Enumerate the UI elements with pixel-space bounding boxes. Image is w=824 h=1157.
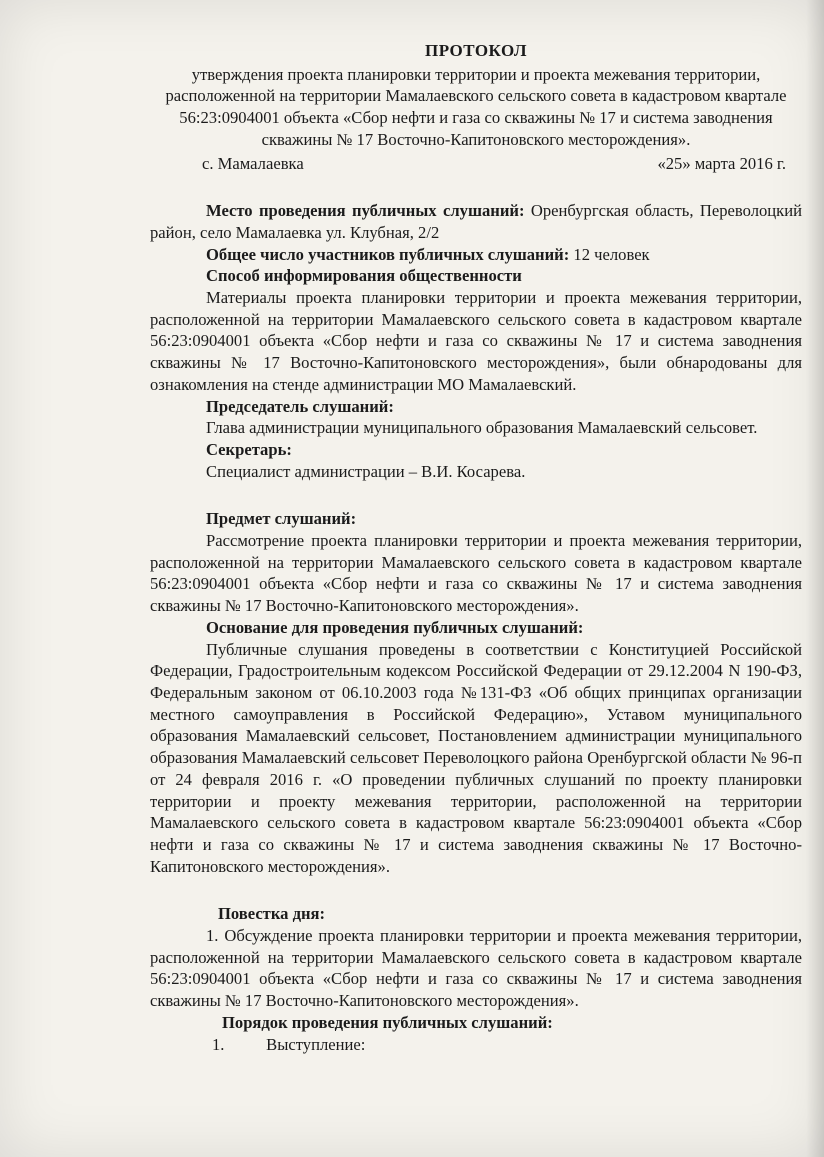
order-item-1-number: 1. [212,1034,225,1054]
date: «25» марта 2016 г. [657,153,786,173]
document-body [150,40,802,1055]
agenda-item-1: 1. Обсуждение проекта планировки территории и проекта межевания территории, расположенной на территории Мамалаевского сельского совета в кадастровом квартале 56:23:0904001 объекта «Сбор нефти и газа со скважины № 17 и система заводнения скважины № 17 Восточно-Капитоновского месторождения». [150,926,802,1011]
subject-text: Рассмотрение проекта планировки территории и проекта межевания территории, расположенной на территории Мамалаевского сельского совета в кадастровом квартале 56:23:0904001 объекта «Сбор нефти и газа со скважины № 17 и система заводнения скважины № 17 Восточно-Капитоновского месторождения». [150,531,802,616]
subject-heading: Предмет слушаний: [206,509,357,529]
basis-text: Публичные слушания проведены в соответствии с Конституцией Российской Федерации, Градостроительным кодексом Российской Федерации от 29.12.2004 N 190-ФЗ, Федеральным законом от 06.10.2003 года №131-ФЗ «Об общих принципах организации местного самоуправления в Российской Федерацию», Уставом муниципального образования Мамалаевский сельсовет, Постановлением администрации муниципального образования Мамалаевский сельсовет Переволоцкого района Оренбургской области № 96-п от 24 февраля 2016 г. «О проведении публичных слушаний по проекту планировки территории и проекту межевания территории, расположенной на территории Мамалаевского сельского совета в кадастровом квартале 56:23:0904001 объекта «Сбор нефти и газа со скважины № 17 и система заводнения скважины № 17 Восточно-Капитоновского месторождения». [150,639,802,876]
chair-heading: Председатель слушаний: [206,396,394,416]
secretary-heading: Секретарь: [206,439,292,459]
inform-text: Материалы проекта планировки территории и проекта межевания территории, расположенной на территории Мамалаевского сельского совета в кадастровом квартале 56:23:0904001 объекта «Сбор нефти и газа со скважины № 17 и система заводнения скважины № 17 Восточно-Капитоновского месторождения», были обнародованы для ознакомления на стенде администрации МО Мамалаевский. [150,288,802,394]
place-date-line [150,153,802,175]
basis-heading: Основание для проведения публичных слушаний: [206,617,584,637]
document-title: ПРОТОКОЛ [424,41,527,60]
participants-label: Общее число участников публичных слушаний: [206,244,570,264]
document-subtitle: утверждения проекта планировки территории и проекта межевания территории, расположенной на территории Мамалаевского сельского совета в кадастровом квартале 56:23:0904001 объекта «Сбор нефти и газа со скважины № 17 и система заводнения скважины № 17 Восточно-Капитоновского месторождения». [165,64,787,149]
inform-heading: Способ информирования общественности [206,266,522,286]
order-item-1 [150,1034,802,1056]
venue-paragraph [150,200,802,243]
secretary-text: Специалист администрации – В.И. Косарева. [206,461,526,481]
order-item-1-text: Выступление: [266,1034,366,1054]
place: с. Мамалаевка [202,153,304,173]
agenda-heading: Повестка дня: [218,904,326,924]
chair-text: Глава администрации муниципального образования Мамалаевский сельсовет. [206,418,758,438]
venue-label: Место проведения публичных слушаний: [206,201,525,221]
participants-paragraph [150,244,802,266]
order-heading: Порядок проведения публичных слушаний: [222,1012,553,1032]
venue-value: Оренбургская область, Переволоцкий район, село Мамалаевка ул. Клубная, 2/2 [150,201,802,242]
participants-value: 12 человек [573,244,650,264]
page-edge-shadow [806,0,824,1157]
